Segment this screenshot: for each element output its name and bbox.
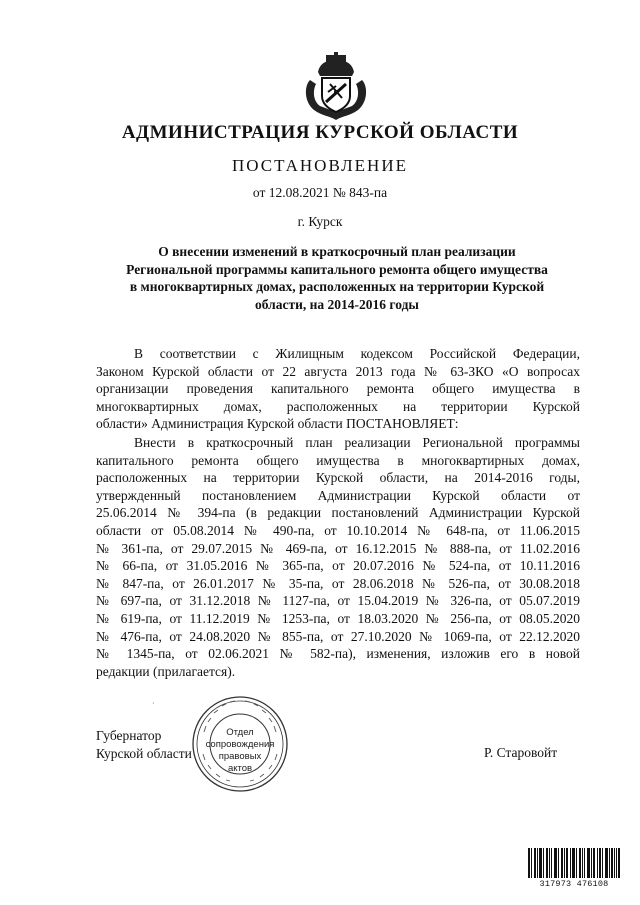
- signatory-position: [96, 727, 192, 762]
- paragraph-line: области» Администрация Курской области ПОСТАНОВЛЯЕТ:: [96, 416, 459, 432]
- document-type: ПОСТАНОВЛЕНИЕ: [231, 156, 408, 175]
- document-city: г. Курск: [297, 214, 343, 229]
- paragraph-line: 25.06.2014 № 394-па (в редакции постановлений Администрации Курской: [96, 505, 580, 521]
- paragraph-line: многоквартирных домах, расположенных на территории Курской: [96, 398, 580, 414]
- subject-line: в многоквартирных домах, расположенных на территории Курской: [129, 279, 545, 294]
- paragraph-line: № 619-па, от 11.12.2019 № 1253-па, от 18.03.2020 № 256-па, от 08.05.2020: [96, 610, 580, 626]
- resolution-paragraph: [96, 434, 580, 680]
- signatory-position-line: Курской области: [96, 745, 192, 761]
- document-subject: [96, 243, 578, 313]
- barcode-number: 317973 476108: [539, 879, 609, 889]
- paragraph-line: № 847-па, от 26.01.2017 № 35-па, от 28.06.2018 № 526-па, от 30.08.2018: [96, 575, 580, 591]
- stamp-line: правовых: [218, 751, 262, 762]
- stamp-text: [190, 727, 290, 775]
- paragraph-line: области от 05.08.2014 № 490-па, от 10.10.2014 № 648-па, от 11.06.2015: [96, 522, 580, 538]
- stamp-line: актов: [227, 763, 253, 774]
- paragraph-line: утвержденный постановлением Администрации Курской области от: [96, 487, 580, 503]
- coat-of-arms-icon: [300, 52, 372, 122]
- signatory-name: Р. Старовойт: [484, 745, 558, 760]
- paragraph-line: расположенных на территории Курской области, на 2014-2016 годы,: [96, 470, 580, 486]
- document-date-number: от 12.08.2021 № 843-па: [252, 185, 388, 200]
- paragraph-line: организации проведения капитального ремонта общего имущества в: [96, 381, 580, 397]
- stamp-line: сопровождения: [205, 739, 275, 750]
- paragraph-line: капитального ремонта общего имущества в многоквартирных домах,: [96, 452, 580, 468]
- preamble-paragraph: [96, 345, 580, 433]
- paragraph-line: В соответствии с Жилищным кодексом Российской Федерации,: [134, 346, 580, 361]
- subject-line: Региональной программы капитального ремонта общего имущества: [126, 261, 548, 277]
- stamp-line: Отдел: [226, 727, 254, 738]
- paragraph-line: № 1345-па, от 02.06.2021 № 582-па), изменения, изложив его в новой: [96, 646, 580, 662]
- subject-line: области, на 2014-2016 годы: [255, 296, 419, 312]
- paragraph-line: Внести в краткосрочный план реализации Региональной программы: [134, 435, 580, 450]
- subject-line: О внесении изменений в краткосрочный план реализации: [158, 244, 516, 259]
- signatory-position-line: Губернатор: [96, 728, 162, 743]
- organization-title: АДМИНИСТРАЦИЯ КУРСКОЙ ОБЛАСТИ: [121, 122, 519, 143]
- paragraph-line: № 66-па, от 31.05.2016 № 365-па, от 20.07.2016 № 524-па, от 10.11.2016: [96, 558, 580, 574]
- paragraph-line: № 361-па, от 29.07.2015 № 469-па, от 16.12.2015 № 888-па, от 11.02.2016: [96, 540, 580, 556]
- stray-mark: ·: [152, 699, 155, 708]
- paragraph-line: № 476-па, от 24.08.2020 № 855-па, от 27.10.2020 № 1069-па, от 22.12.2020: [96, 628, 580, 644]
- barcode-icon: [528, 848, 620, 878]
- paragraph-line: № 697-па, от 31.12.2018 № 1127-па, от 15.04.2019 № 326-па, от 05.07.2019: [96, 593, 580, 609]
- paragraph-line: Законом Курской области от 22 августа 2013 года № 63-ЗКО «О вопросах: [96, 363, 580, 379]
- paragraph-line: редакции (прилагается).: [96, 663, 236, 679]
